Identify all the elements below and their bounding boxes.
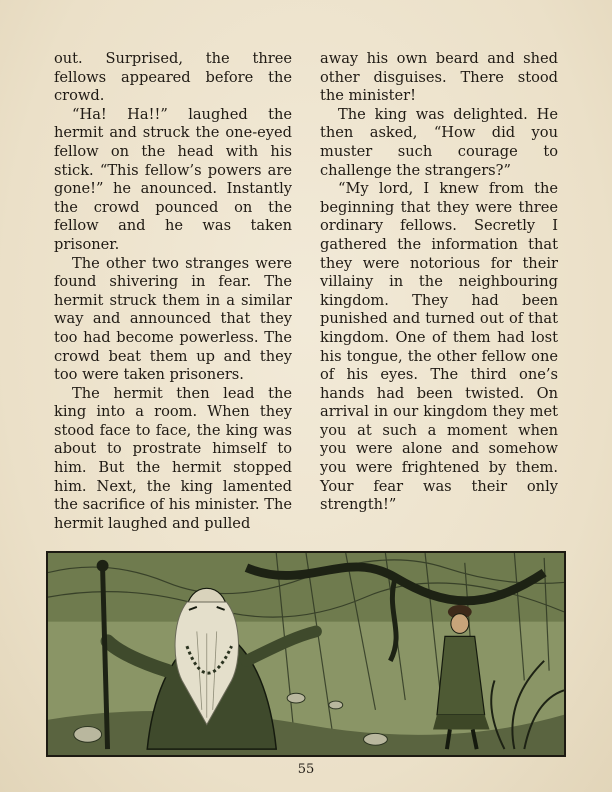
- page-number: 55: [297, 762, 315, 777]
- paragraph: “Ha! Ha!!” laughed the hermit and struck the one-eyed fellow on the head with his stick. “This fellow’s powers are gone!” he anounced. Instantly the crowd pounced on the fellow and he was taken prisoner.: [54, 105, 292, 253]
- paragraph: away his own beard and shed other disguises. There stood the minister!: [320, 50, 558, 105]
- story-illustration: [46, 551, 566, 757]
- paragraph: The king was delighted. He then asked, “How did you muster such courage to challenge the strangers?”: [320, 105, 558, 179]
- hermit-and-minister-illustration: [48, 553, 564, 755]
- paragraph: out. Surprised, the three fellows appeared before the crowd.: [54, 50, 292, 105]
- text-column-left: [54, 50, 292, 533]
- paragraph: The other two stranges were found shivering in fear. The hermit struck them in a similar way and announced that they too had become powerless. The crowd beat them up and they too were taken prisoners.: [54, 254, 292, 384]
- paragraph: The hermit then lead the king into a room. When they stood face to face, the king was about to prostrate himself to him. But the hermit stopped him. Next, the king lamented the sacrifice of his minister. The hermit laughed and pulled: [54, 384, 292, 532]
- paragraph: “My lord, I knew from the beginning that they were three ordinary fellows. Secretly I gathered the information that they were notorious for their villainy in the neighbouring kingdom. They had been punished and turned out of that kingdom. One of them had lost his tongue, the other fellow one of his eyes. The third one’s hands had been twisted. On arrival in our kingdom they met you at such a moment when you were alone and somehow you were frightened by them. Your fear was their only strength!”: [320, 180, 558, 514]
- text-column-right: [320, 50, 558, 515]
